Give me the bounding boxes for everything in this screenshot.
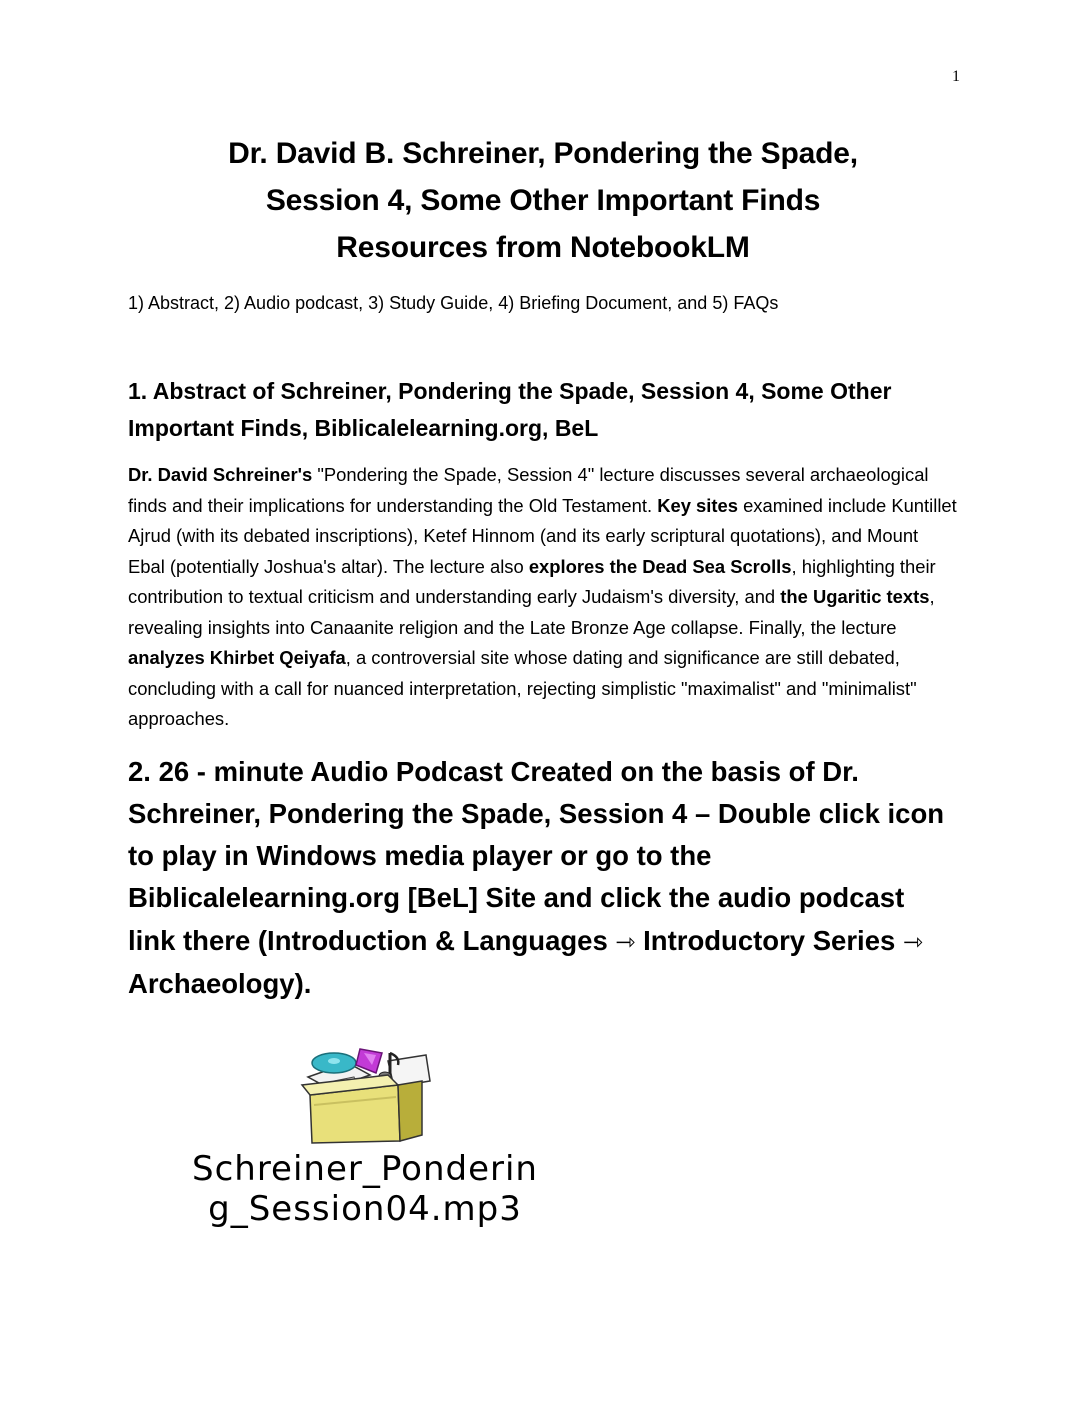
title-line-1: Dr. David B. Schreiner, Pondering the Spade, xyxy=(228,137,858,170)
abstract-text-span: "Pondering the Spade, Session 4" lecture discusses several archaeological finds and their implications for understanding the Old Testament. xyxy=(128,464,929,516)
abstract-text-span: , a controversial site whose dating and significance are still debated, concluding with a call for nuanced interpretation, rejecting simplistic "maximalist" and "minimalist" approaches. xyxy=(128,647,917,729)
abstract-text-span: , highlighting their contribution to textual criticism and understanding early Judaism's diversity, and xyxy=(128,555,936,607)
abstract-text-span: , revealing insights into Canaanite religion and the Late Bronze Age collapse. Finally, the lecture xyxy=(128,586,935,638)
media-package-icon[interactable] xyxy=(290,1045,440,1145)
abstract-bold-span: Key sites xyxy=(657,494,738,516)
title-line-3: Resources from NotebookLM xyxy=(336,231,750,264)
podcast-heading-text: 2. 26 - minute Audio Podcast Created on the basis of Dr. Schreiner, Pondering the Spade, Session 4 – Double click icon to play in Windows media player or go to the Biblicalelearning.org [BeL] Site and click the audio podcast link there (Introduction & Languages xyxy=(128,755,945,956)
podcast-heading-text: Archaeology). xyxy=(128,967,312,999)
podcast-heading xyxy=(128,751,958,1006)
page-number: 1 xyxy=(952,68,960,85)
document-title xyxy=(128,130,958,271)
right-arrow-icon: ⇾ xyxy=(615,927,636,956)
podcast-heading-text: Introductory Series xyxy=(635,924,903,956)
abstract-bold-span: the Ugaritic texts xyxy=(780,586,930,607)
abstract-text-span: examined include Kuntillet Ajrud (with its debated inscriptions), Ketef Hinnom (and its early scriptural quotations), and Mount Ebal (potentially Joshua's altar). The lecture also xyxy=(128,494,957,577)
right-arrow-icon: ⇾ xyxy=(902,927,924,956)
abstract-bold-span: Dr. David Schreiner's xyxy=(128,464,313,485)
abstract-paragraph xyxy=(128,460,958,735)
resource-list: 1) Abstract, 2) Audio podcast, 3) Study Guide, 4) Briefing Document, and 5) FAQs xyxy=(128,293,779,313)
abstract-bold-span: analyzes Khirbet Qeiyafa xyxy=(128,647,346,668)
audio-filename[interactable]: Schreiner_Ponderin g_Session04.mp3 xyxy=(192,1149,538,1229)
abstract-heading: 1. Abstract of Schreiner, Pondering the Spade, Session 4, Some Other Important Finds, Biblicalelearning.org, BeL xyxy=(128,378,892,441)
title-line-2: Session 4, Some Other Important Finds xyxy=(265,184,821,217)
abstract-bold-span: explores the Dead Sea Scrolls xyxy=(528,555,792,577)
audio-podcast-attachment[interactable] xyxy=(130,1045,600,1235)
document-body xyxy=(128,130,958,1005)
